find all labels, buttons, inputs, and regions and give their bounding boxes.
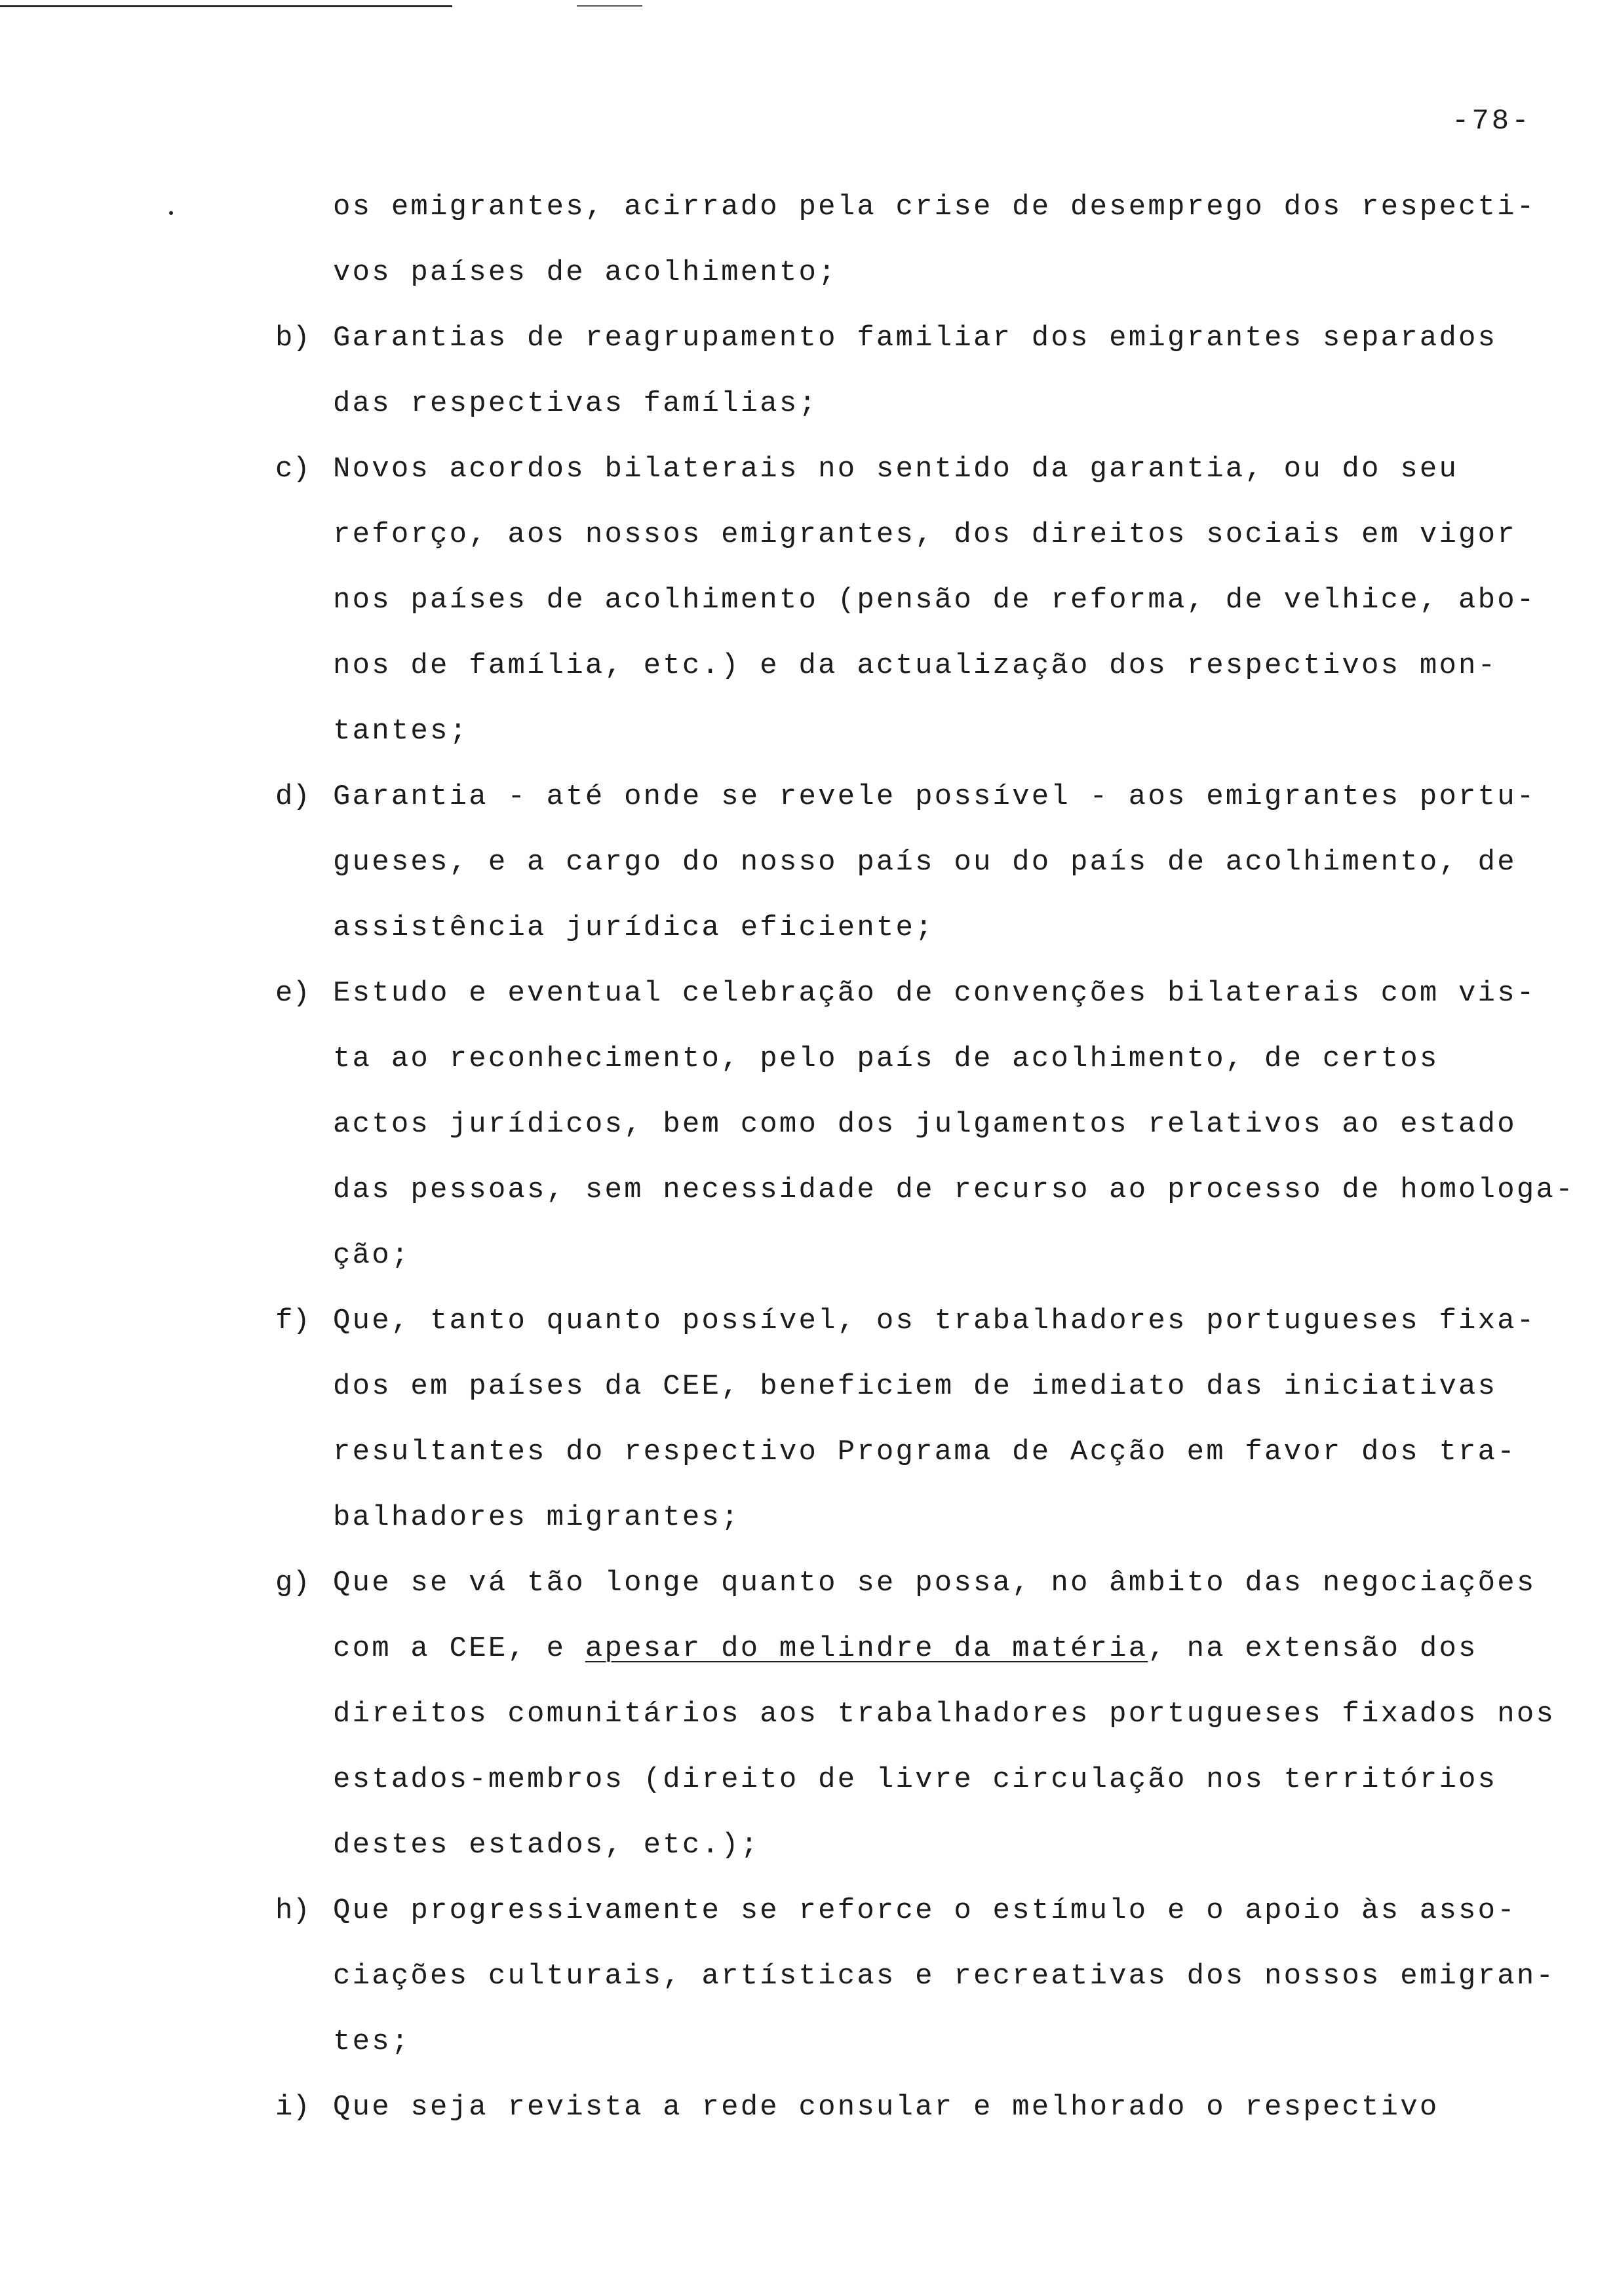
top-rule-short xyxy=(577,5,642,7)
text-line: Que progressivamente se reforce o estímulo e o apoio às asso- xyxy=(333,1894,1517,1927)
text-line: ta ao reconhecimento, pelo país de acolhimento, de certos xyxy=(333,1043,1439,1075)
item-marker-e: e) xyxy=(275,977,310,1010)
text-line: ção; xyxy=(333,1239,411,1272)
text-line: direitos comunitários aos trabalhadores portugueses fixados nos xyxy=(333,1698,1556,1731)
text-line: Estudo e eventual celebração de convenções bilaterais com vis- xyxy=(333,977,1536,1010)
text-segment: com a CEE, e xyxy=(333,1632,585,1665)
text-line: Que seja revista a rede consular e melhorado o respectivo xyxy=(333,2091,1439,2124)
text-line: das respectivas famílias; xyxy=(333,387,819,420)
underlined-phrase: apesar do melindre da matéria xyxy=(585,1632,1148,1665)
page-number: -78- xyxy=(1452,105,1532,138)
item-marker-c: c) xyxy=(275,453,310,486)
text-line: ciações culturais, artísticas e recreativas dos nossos emigran- xyxy=(333,1960,1556,1993)
text-line: Que, tanto quanto possível, os trabalhadores portugueses fixa- xyxy=(333,1305,1536,1337)
text-line: estados-membros (direito de livre circulação nos territórios xyxy=(333,1763,1498,1796)
text-line: gueses, e a cargo do nosso país ou do país de acolhimento, de xyxy=(333,846,1517,879)
text-line: Que se vá tão longe quanto se possa, no âmbito das negociações xyxy=(333,1567,1536,1599)
margin-mark xyxy=(169,211,173,215)
item-marker-g: g) xyxy=(275,1567,310,1599)
text-line: Novos acordos bilaterais no sentido da garantia, ou do seu xyxy=(333,453,1459,486)
text-line: vos países de acolhimento; xyxy=(333,256,838,289)
text-line: nos de família, etc.) e da actualização dos respectivos mon- xyxy=(333,649,1498,682)
text-line: resultantes do respectivo Programa de Acção em favor dos tra- xyxy=(333,1436,1517,1468)
text-line: os emigrantes, acirrado pela crise de desemprego dos respecti- xyxy=(333,191,1536,223)
text-line: das pessoas, sem necessidade de recurso ao processo de homologa- xyxy=(333,1174,1575,1206)
text-line: nos países de acolhimento (pensão de reforma, de velhice, abo- xyxy=(333,584,1536,617)
text-line: tantes; xyxy=(333,715,469,748)
text-line: assistência jurídica eficiente; xyxy=(333,911,935,944)
text-line: dos em países da CEE, beneficiem de imediato das iniciativas xyxy=(333,1370,1498,1403)
text-line: destes estados, etc.); xyxy=(333,1829,760,1862)
text-line-with-underline xyxy=(333,1632,1478,1666)
text-line: reforço, aos nossos emigrantes, dos direitos sociais em vigor xyxy=(333,518,1517,551)
text-line: Garantias de reagrupamento familiar dos emigrantes separados xyxy=(333,322,1498,354)
text-segment: , na extensão dos xyxy=(1148,1632,1478,1665)
text-line: balhadores migrantes; xyxy=(333,1501,741,1534)
text-line: Garantia - até onde se revele possível - aos emigrantes portu- xyxy=(333,780,1536,813)
item-marker-i: i) xyxy=(275,2091,310,2124)
top-rule xyxy=(0,5,452,7)
item-marker-b: b) xyxy=(275,322,310,354)
text-line: actos jurídicos, bem como dos julgamentos relativos ao estado xyxy=(333,1108,1517,1141)
item-marker-h: h) xyxy=(275,1894,310,1927)
item-marker-f: f) xyxy=(275,1305,310,1337)
item-marker-d: d) xyxy=(275,780,310,813)
text-line: tes; xyxy=(333,2025,411,2058)
